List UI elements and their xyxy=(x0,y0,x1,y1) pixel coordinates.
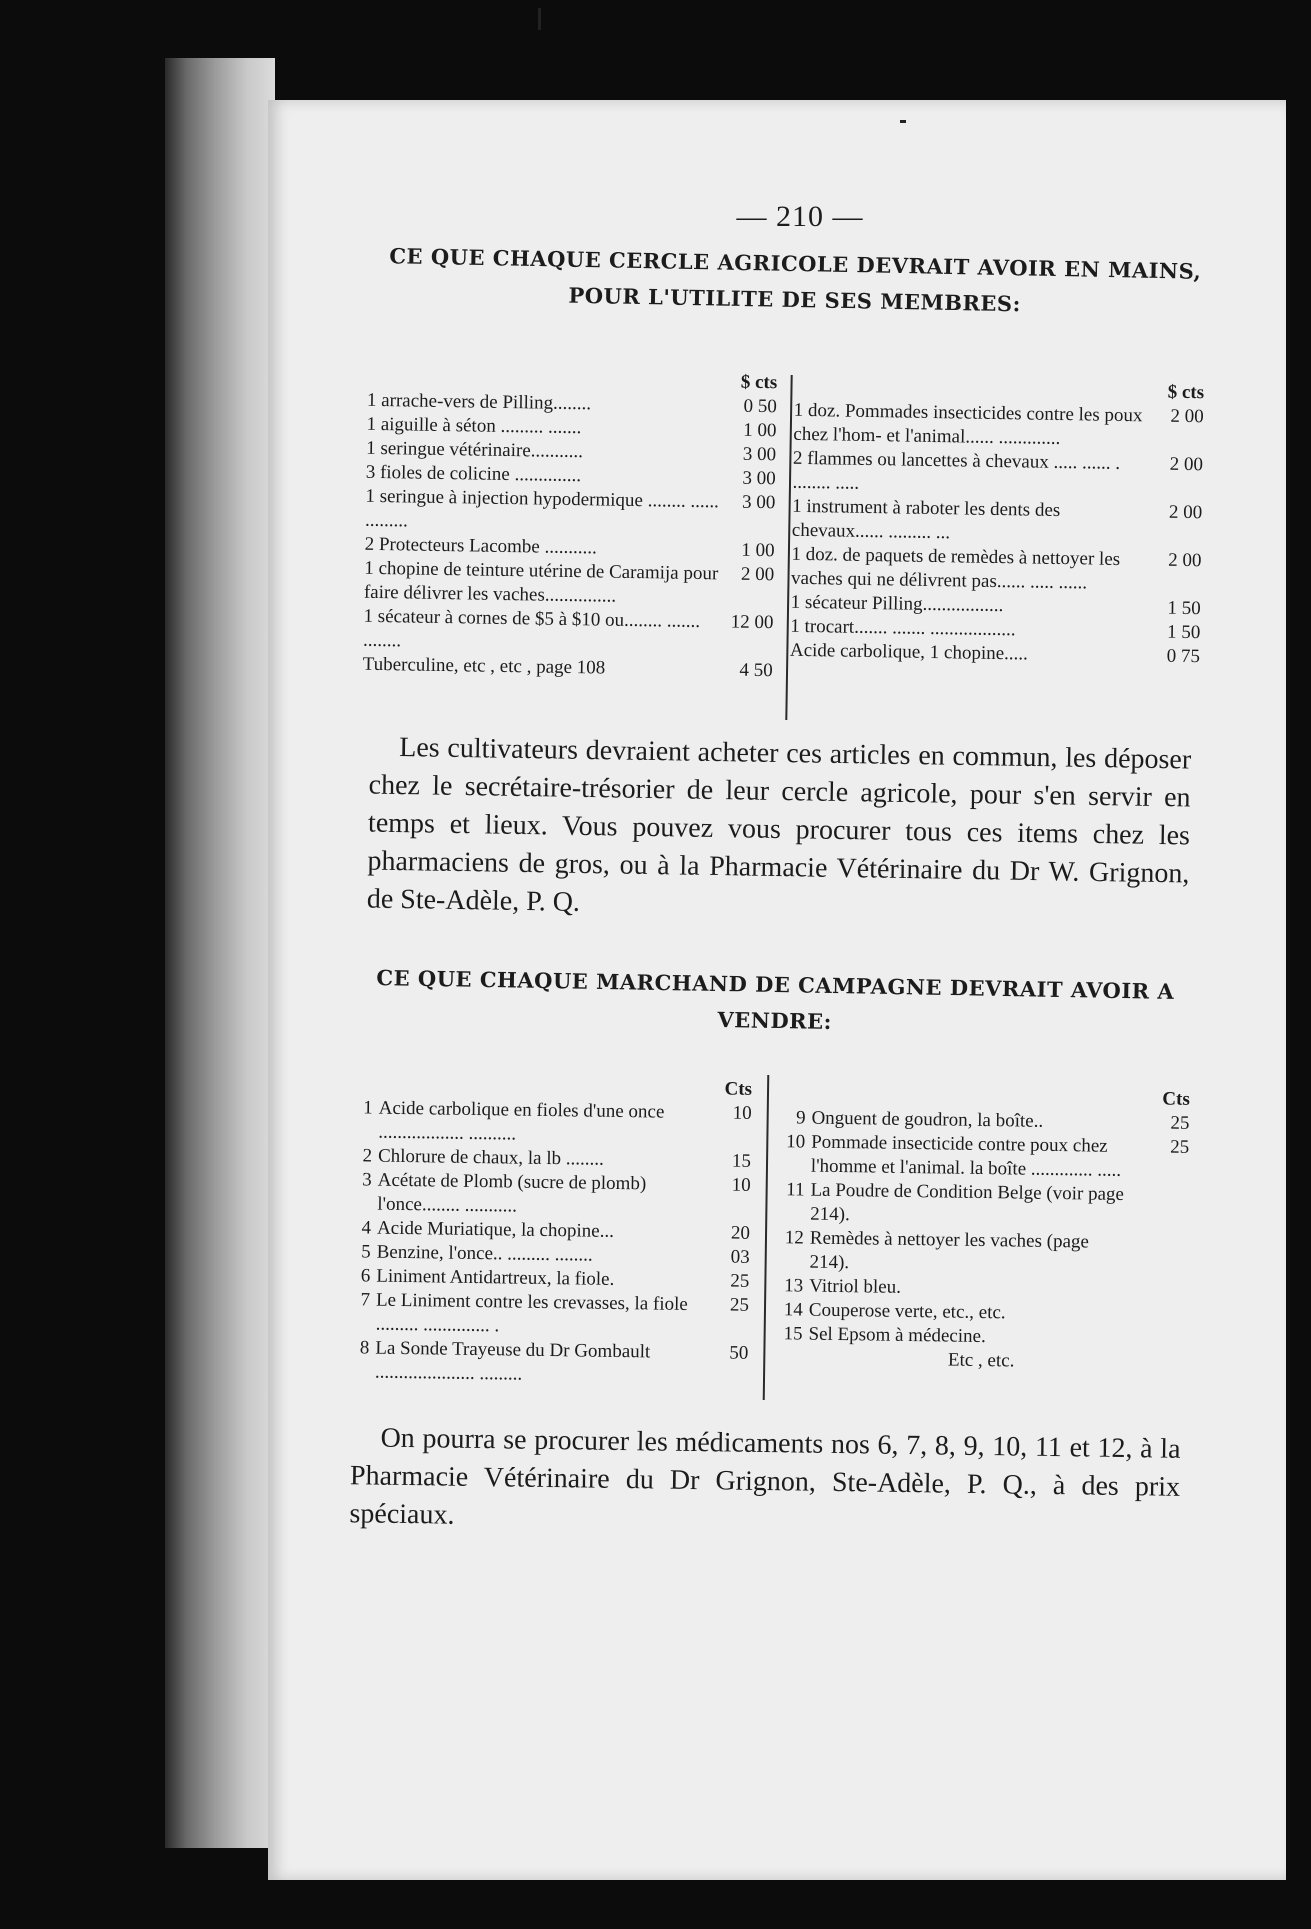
section2-paragraph-text: On pourra se procurer les médicaments nos 6, 7, 8, 9, 10, 11 et 12, à la Pharmacie Vétérinaire du Dr Grignon, Ste-Adèle, P. Q., à des prix spéciaux. xyxy=(349,1422,1181,1531)
section2-left-table xyxy=(343,1072,752,1390)
item-price: 10 xyxy=(732,1102,752,1124)
item-description: Acétate de Plomb (sucre de plomb) l'once........ ........... xyxy=(377,1169,647,1217)
scan-speck xyxy=(538,8,541,30)
price-header: $ cts xyxy=(740,371,778,394)
item-number: 10 xyxy=(786,1131,806,1153)
item-number: 11 xyxy=(786,1179,805,1201)
item-number: 3 xyxy=(362,1169,372,1191)
item-price: 25 xyxy=(729,1294,750,1316)
item-number: 2 xyxy=(362,1145,373,1167)
item-description: Remèdes à nettoyer les vaches (page 214). xyxy=(809,1227,1090,1274)
item-price: 25 xyxy=(730,1270,750,1292)
item-price xyxy=(1131,1303,1187,1328)
item-price xyxy=(1132,1183,1189,1232)
page-number: — 210 — xyxy=(736,200,864,233)
list-item xyxy=(363,605,774,659)
item-description: Vitriol bleu. xyxy=(809,1275,902,1298)
item-description: 1 sécateur Pilling................. xyxy=(790,591,1004,617)
item-price: 25 xyxy=(1170,1136,1190,1158)
item-description: 1 doz. Pommades insecticides contre les poux chez l'hom- et l'animal...... ............. xyxy=(793,399,1143,449)
list-item xyxy=(364,557,775,611)
item-price: 2 00 xyxy=(1170,405,1204,428)
item-price: 2 00 xyxy=(1169,453,1204,476)
item-price: 1 00 xyxy=(741,539,775,562)
item-description: 3 fioles de colicine .............. xyxy=(365,461,582,487)
item-number: 15 xyxy=(783,1323,803,1345)
item-price: 1 50 xyxy=(1167,597,1201,620)
item-number: 14 xyxy=(783,1299,803,1321)
item-number: 8 xyxy=(359,1337,370,1359)
item-price: 0 75 xyxy=(1166,645,1201,668)
item-description: 1 arrache-vers de Pilling........ xyxy=(366,389,592,415)
item-description: Acide Muriatique, la chopine... xyxy=(376,1217,615,1242)
item-description: Tuberculine, etc , etc , page 108 xyxy=(362,653,606,679)
item-description: 1 chopine de teinture utérine de Caramija pour faire délivrer les vaches............... xyxy=(363,557,719,607)
list-item xyxy=(344,1288,750,1342)
item-description: Sel Epsom à médecine. xyxy=(808,1323,986,1348)
item-number: 9 xyxy=(795,1107,806,1129)
list-item xyxy=(779,1130,1190,1184)
item-description: La Poudre de Condition Belge (voir page 214). xyxy=(810,1179,1125,1226)
item-price: 3 00 xyxy=(741,491,776,514)
item-price: 20 xyxy=(730,1222,751,1244)
etc-footer: Etc , etc. xyxy=(947,1349,1015,1372)
item-number: 12 xyxy=(784,1227,805,1249)
item-description: Benzine, l'once.. ......... ........ xyxy=(376,1241,593,1266)
item-description: 1 seringue vétérinaire........... xyxy=(365,437,584,463)
list-item xyxy=(365,485,776,539)
section1-heading: CE QUE CHAQUE CERCLE AGRICOLE DEVRAIT AVOIR EN MAINS, POUR L'UTILITE DE SES MEMBRES: xyxy=(389,243,1202,317)
item-price: 2 00 xyxy=(1168,549,1202,572)
item-price xyxy=(1131,1279,1187,1304)
item-description: 2 flammes ou lancettes à chevaux ..... ...... . ........ ..... xyxy=(792,447,1121,494)
scan-speck xyxy=(900,120,906,123)
section1-left-table xyxy=(363,365,778,683)
list-item xyxy=(343,1336,749,1390)
item-number: 7 xyxy=(360,1289,371,1311)
list-item xyxy=(792,447,1203,501)
item-price xyxy=(1130,1327,1186,1352)
list-item xyxy=(777,1226,1188,1280)
item-description: 1 sécateur à cornes de $5 à $10 ou........ ....... ........ xyxy=(362,605,701,652)
item-description: Chlorure de chaux, la lb ........ xyxy=(377,1145,604,1170)
list-item xyxy=(792,495,1203,549)
item-description: Pommade insecticide contre poux chez l'homme et l'animal. la boîte ............. ..... xyxy=(810,1131,1122,1181)
item-price: 1 50 xyxy=(1166,621,1201,644)
item-description: 1 doz. de paquets de remèdes à nettoyer les vaches qui ne délivrent pas...... ..... ...... xyxy=(790,543,1121,594)
section2-heading: CE QUE CHAQUE MARCHAND DE CAMPAGNE DEVRAIT AVOIR A VENDRE: xyxy=(376,965,1175,1034)
item-price: 4 50 xyxy=(739,659,773,682)
section1-right-table xyxy=(790,375,1204,669)
item-description: 1 trocart....... ....... .................. xyxy=(790,615,1016,641)
item-price: 2 00 xyxy=(1168,501,1203,524)
section1-paragraph xyxy=(367,729,1192,932)
section1-paragraph-text: Les cultivateurs devraient acheter ces articles en commun, les déposer chez le secrétaire-trésorier de leur cercle agricole, pour s'en servir en temps et lieux. Vous pouvez vous procurer tous ces items chez les pharmaciens de gros, ou à la Pharmacie Vétérinaire du Dr W. Grignon, de Ste-Adèle, P. Q. xyxy=(366,732,1192,918)
item-description: 2 Protecteurs Lacombe ........... xyxy=(364,533,597,559)
price-header: Cts xyxy=(724,1078,753,1100)
item-price: 2 00 xyxy=(740,563,775,586)
section2-right-table xyxy=(776,1082,1190,1376)
list-item xyxy=(793,399,1204,453)
item-description: Couperose verte, etc., etc. xyxy=(808,1299,1006,1324)
list-item xyxy=(346,1096,752,1150)
item-number: 1 xyxy=(363,1097,373,1119)
list-item xyxy=(345,1168,751,1222)
item-price: 12 00 xyxy=(730,611,774,634)
item-description: La Sonde Trayeuse du Dr Gombault ..................... ......... xyxy=(374,1337,651,1385)
item-price xyxy=(1131,1231,1188,1280)
item-description: Onguent de goudron, la boîte.. xyxy=(811,1107,1044,1132)
item-number: 4 xyxy=(361,1217,372,1239)
item-price: 03 xyxy=(730,1246,750,1268)
item-price: 3 00 xyxy=(742,443,777,466)
item-price: 3 00 xyxy=(742,467,776,490)
item-price: 1 00 xyxy=(743,419,777,442)
item-price: 10 xyxy=(731,1174,751,1196)
list-item xyxy=(791,543,1202,597)
item-description: Liniment Antidartreux, la fiole. xyxy=(376,1265,615,1290)
item-price: 25 xyxy=(1170,1112,1190,1134)
item-price: 50 xyxy=(729,1342,749,1364)
price-header: $ cts xyxy=(1167,381,1205,404)
item-price: 0 50 xyxy=(743,395,778,418)
item-description: Acide carbolique en fioles d'une once .................. .......... xyxy=(378,1097,665,1145)
item-number: 6 xyxy=(360,1265,371,1287)
list-item xyxy=(778,1178,1189,1232)
price-header: Cts xyxy=(1162,1088,1190,1110)
item-number: 13 xyxy=(784,1275,804,1297)
item-price: 15 xyxy=(731,1150,752,1172)
book-spine xyxy=(165,58,275,1848)
item-description: Le Liniment contre les crevasses, la fiole ......... .............. . xyxy=(375,1289,688,1337)
item-description: 1 aiguille à séton ......... ....... xyxy=(366,413,582,439)
item-number: 5 xyxy=(361,1241,371,1263)
item-description: 1 seringue à injection hypodermique ........ ...... ......... xyxy=(364,485,720,532)
item-description: Acide carbolique, 1 chopine..... xyxy=(789,639,1029,665)
item-description: 1 instrument à raboter les dents des chevaux...... ......... ... xyxy=(791,495,1061,544)
section2-paragraph xyxy=(349,1419,1181,1545)
